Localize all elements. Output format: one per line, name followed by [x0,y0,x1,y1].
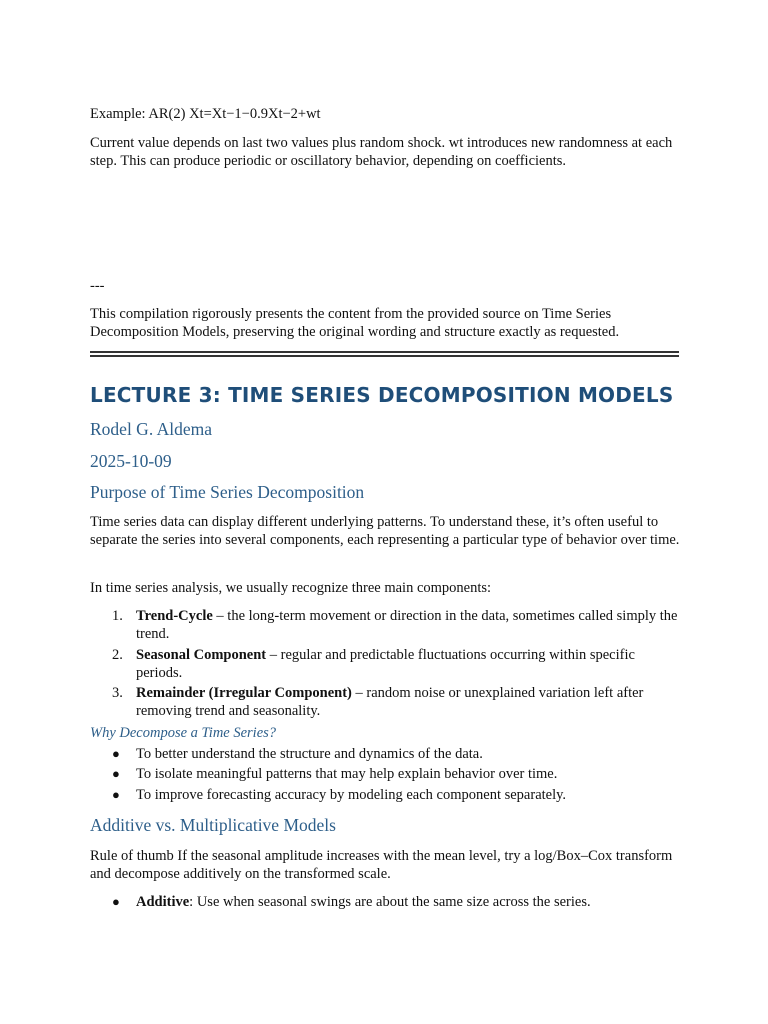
bullet-text: To improve forecasting accuracy by modeling each component separately. [136,787,567,803]
list-item [112,646,682,681]
date: 2025-10-09 [90,451,172,471]
component-term: Remainder (Irregular Component) [136,685,352,701]
ar2-explanation: Current value depends on last two values plus random shock. wt introduces new randomness at each step. This can produce periodic or oscillatory behavior, depending on coefficients. [90,135,673,169]
component-term: Trend-Cycle [136,608,213,624]
list-content [136,684,682,720]
why-heading: Why Decompose a Time Series? [90,725,277,741]
separator-text: --- [90,278,105,294]
bullet-icon: ● [112,766,120,781]
model-description: : Use when seasonal swings are about the same size across the series. [189,894,591,910]
component-term: Seasonal Component [136,647,267,663]
list-content [136,646,682,682]
component-description: – the long-term movement or direction in the data, sometimes called simply the trend. [136,608,678,642]
author: Rodel G. Aldema [90,419,212,439]
bullet-text [136,893,682,911]
bullet-icon: ● [112,894,120,909]
component-description: – random noise or unexplained variation left after removing trend and seasonality. [136,685,644,719]
purpose-heading: Purpose of Time Series Decomposition [90,482,365,502]
bullet-icon: ● [112,787,120,802]
double-rule-top [90,351,679,353]
bullet-text: To better understand the structure and dynamics of the data. [136,746,483,762]
compilation-note: This compilation rigorously presents the content from the provided source on Time Series Decomposition Models, preserving the original wording and structure exactly as requested. [90,306,620,340]
bullet-icon: ● [112,746,120,761]
double-rule-bottom [90,355,679,357]
bullet-text: To isolate meaningful patterns that may help explain behavior over time. [136,766,558,782]
list-number: 3. [112,685,123,701]
components-intro: In time series analysis, we usually recognize three main components: [90,580,492,596]
list-item [112,684,682,719]
list-item [112,607,682,642]
ar2-example: Example: AR(2) Xt=Xt−1−0.9Xt−2+wt [90,106,321,122]
models-heading: Additive vs. Multiplicative Models [90,815,336,835]
list-content [136,607,682,643]
lecture-title: LECTURE 3: TIME SERIES DECOMPOSITION MODELS [90,383,674,407]
component-description: – regular and predictable fluctuations occurring within specific periods. [136,647,635,681]
rule-of-thumb: Rule of thumb If the seasonal amplitude increases with the mean level, try a log/Box–Cox transform and decompose additively on the transformed scale. [90,848,673,882]
list-number: 1. [112,608,123,624]
model-term: Additive [136,894,190,910]
purpose-paragraph: Time series data can display different underlying patterns. To understand these, it’s often useful to separate the series into several components, each representing a particular type of behavior over time. [90,514,680,548]
list-number: 2. [112,647,123,663]
